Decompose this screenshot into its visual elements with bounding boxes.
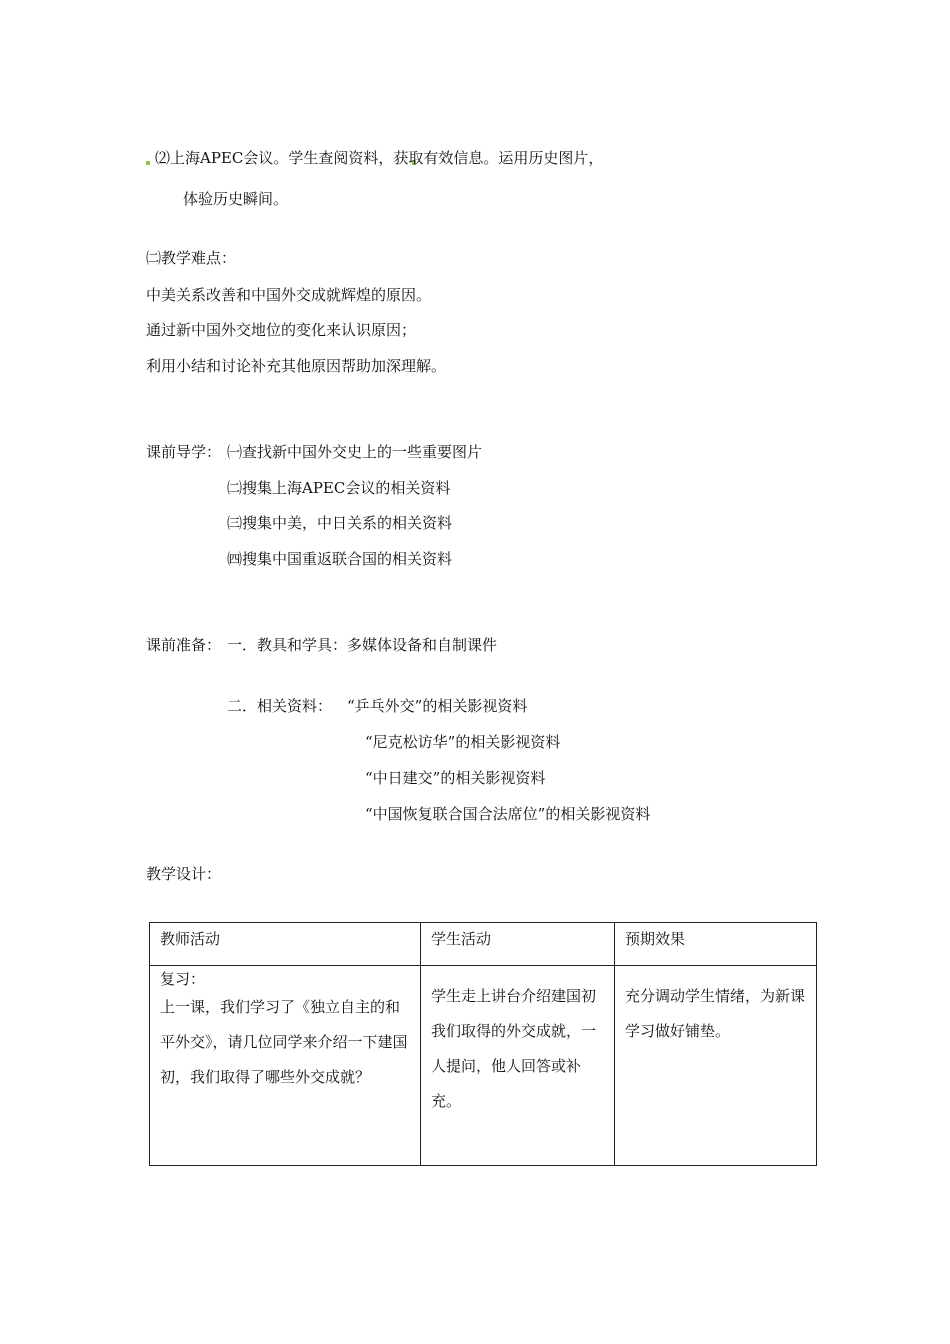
header-student-activity: 学生活动 (421, 923, 615, 966)
teacher-activity-cell (150, 966, 421, 1166)
marker-dot (146, 161, 150, 165)
material-item: “中日建交”的相关影视资料 (365, 769, 546, 787)
header-teacher-activity: 教师活动 (150, 923, 421, 966)
table-row (150, 966, 817, 1166)
difficulty-line: 利用小结和讨论补充其他原因帮助加深理解。 (146, 357, 447, 375)
material-item: “中国恢复联合国合法席位”的相关影视资料 (365, 805, 651, 823)
material-item: “乒乓外交”的相关影视资料 (347, 697, 528, 715)
preparation-label: 课前准备： (146, 636, 222, 654)
difficulty-heading: ㈡教学难点： (146, 249, 237, 267)
expected-effect-text: 充分调动学生情绪，为新课学习做好铺垫。 (625, 987, 806, 1040)
material-item: “尼克松访华”的相关影视资料 (365, 733, 561, 751)
preparation-item-2-label: 二．相关资料： (227, 697, 333, 715)
design-heading: 教学设计： (146, 865, 222, 883)
preview-label: 课前导学： (146, 443, 222, 461)
teaching-design-table (149, 922, 817, 1166)
preparation-item-1: 一．教具和学具：多媒体设备和自制课件 (227, 636, 498, 654)
student-activity-cell (421, 966, 615, 1166)
review-title: 复习： (160, 970, 206, 988)
preview-item: ㈢搜集中美，中日关系的相关资料 (227, 514, 453, 532)
header-expected-effect: 预期效果 (615, 923, 817, 966)
objective-line-2: 体验历史瞬间。 (183, 190, 289, 208)
difficulty-line: 通过新中国外交地位的变化来认识原因； (146, 321, 417, 339)
difficulty-line: 中美关系改善和中国外交成就辉煌的原因。 (146, 286, 432, 304)
teacher-activity-text: 上一课，我们学习了《独立自主的和平外交》，请几位同学来介绍一下建国初，我们取得了哪些外交成就？ (160, 998, 408, 1086)
student-activity-text: 学生走上讲台介绍建国初我们取得的外交成就，一人提问，他人回答或补充。 (431, 987, 597, 1110)
table-header-row (150, 923, 817, 966)
preview-item: ㈠查找新中国外交史上的一些重要图片 (227, 443, 483, 461)
preview-item: ㈣搜集中国重返联合国的相关资料 (227, 550, 453, 568)
preview-item: ㈡搜集上海APEC会议的相关资料 (227, 479, 451, 497)
objective-line-1: ⑵上海APEC会议。学生查阅资料，获取有效信息。运用历史图片， (155, 149, 604, 167)
expected-effect-cell (615, 966, 817, 1166)
